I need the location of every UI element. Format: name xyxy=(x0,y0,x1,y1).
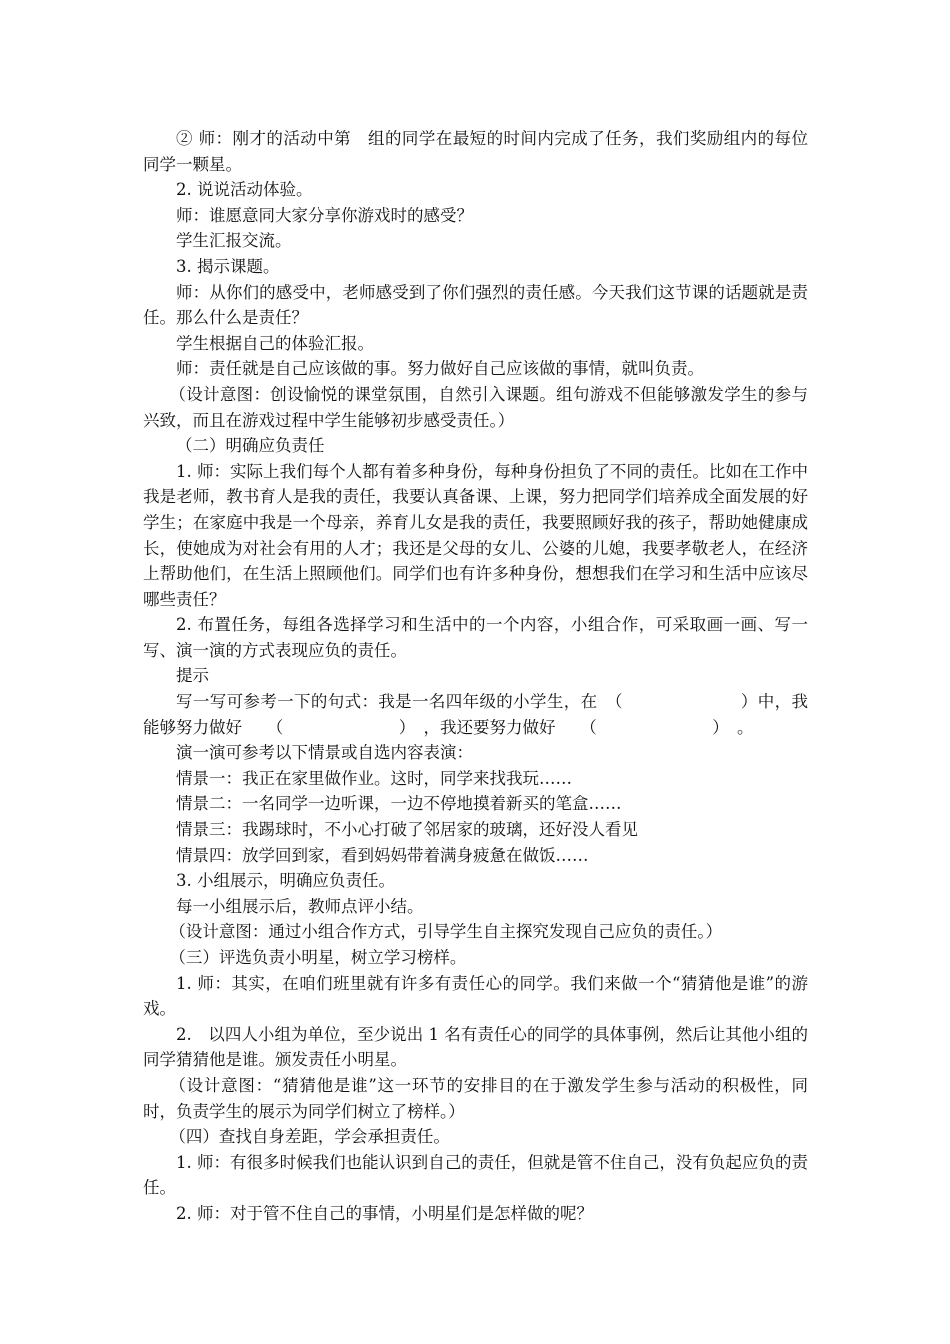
section-heading-4: （四）查找自身差距，学会承担责任。 xyxy=(169,1127,450,1147)
paragraph-scenario-2: 情景二：一名同学一边听课，一边不停地摸着新买的笔盒…… xyxy=(176,794,622,814)
paragraph-design-intent-2: （设计意图：通过小组合作方式，引导学生自主探究发现自己应负的责任。） xyxy=(169,922,723,942)
paragraph-design-intent-1: （设计意图：创设愉悦的课堂氛围，自然引入课题。组句游戏不但能够激发学生的参与兴致，而且在游戏过程中学生能够初步感受责任。） xyxy=(143,384,808,430)
paragraph-self-control: 1. 师：有很多时候我们也能认识到自己的责任，但就是管不住自己，没有负起应负的责任。 xyxy=(143,1152,808,1198)
document-body xyxy=(143,126,808,1227)
paragraph-scenario-4: 情景四：放学回到家，看到妈妈带着满身疲惫在做饭…… xyxy=(176,845,589,865)
paragraph-teacher-comment: 每一小组展示后，教师点评小结。 xyxy=(176,896,424,916)
paragraph-sentence-template: 写一写可参考一下的句式：我是一名四年级的小学生，在 （ ）中，我能够努力做好 （ ） ，我还要努力做好 （ ） 。 xyxy=(143,692,808,737)
paragraph-assign-task: 2. 布置任务，每组各选择学习和生活中的一个内容，小组合作，可采取画一画、写一写、演一演的方式表现应负的责任。 xyxy=(143,615,808,660)
paragraph-group-show: 3. 小组展示，明确应负责任。 xyxy=(176,871,395,891)
paragraph-group-examples: 2. 以四人小组为单位，至少说出 1 名有责任心的同学的具体事例，然后让其他小组的同学猜猜他是谁。颁发责任小明星。 xyxy=(143,1024,808,1070)
paragraph-scenario-3: 情景三：我踢球时，不小心打破了邻居家的玻璃，还好没人看见 xyxy=(176,820,638,840)
paragraph-step-3-topic: 3. 揭示课题。 xyxy=(176,256,280,276)
paragraph-teacher-topic: 师：从你们的感受中，老师感受到了你们强烈的责任感。今天我们这节课的话题就是责任。那么什么是责任？ xyxy=(143,282,808,328)
paragraph-hint-label: 提示 xyxy=(176,666,209,686)
paragraph-student-experience: 学生根据自己的体验汇报。 xyxy=(176,333,374,353)
paragraph-role-play-intro: 演一演可参考以下情景或自选内容表演： xyxy=(176,743,473,763)
paragraph-teacher-question: 师：谁愿意同大家分享你游戏时的感受？ xyxy=(176,205,473,225)
paragraph-scenario-1: 情景一：我正在家里做作业。这时，同学来找我玩…… xyxy=(176,768,572,788)
paragraph-identities: 1. 师：实际上我们每个人都有着多种身份，每种身份担负了不同的责任。比如在工作中我是老师，教书育人是我的责任，我要认真备课、上课，努力把同学们培养成全面发展的好学生；在家庭中我是一个母亲，养育儿女是我的责任，我要照顾好我的孩子，帮助她健康成长，使她成为对社会有用的人才；我还是父母的女儿、公婆的儿媳，我要孝敬老人，在经济上帮助他们，在生活上照顾他们。同学们也有许多种身份，想想我们在学习和生活中应该尽哪些责任？ xyxy=(143,461,808,609)
section-heading-2: （二）明确应负责任 xyxy=(176,436,325,456)
paragraph-step-2-share: 2. 说说活动体验。 xyxy=(176,180,313,200)
paragraph-guess-game: 1. 师：其实，在咱们班里就有许多有责任心的同学。我们来做一个“猜猜他是谁”的游戏。 xyxy=(143,973,808,1019)
paragraph-responsibility-definition: 师：责任就是自己应该做的事。努力做好自己应该做的事情，就叫负责。 xyxy=(176,359,704,379)
paragraph-student-report: 学生汇报交流。 xyxy=(176,231,292,251)
paragraph-design-intent-3: （设计意图：“猜猜他是谁”这一环节的安排目的在于激发学生参与活动的积极性，同时，负责学生的展示为同学们树立了榜样。） xyxy=(143,1075,808,1121)
paragraph-star-question: 2. 师：对于管不住自己的事情，小明星们是怎样做的呢？ xyxy=(176,1203,593,1223)
paragraph-reward: ② 师：刚才的活动中第 组的同学在最短的时间内完成了任务，我们奖励组内的每位同学一颗星。 xyxy=(143,129,808,174)
section-heading-3: （三）评选负责小明星，树立学习榜样。 xyxy=(169,948,467,967)
